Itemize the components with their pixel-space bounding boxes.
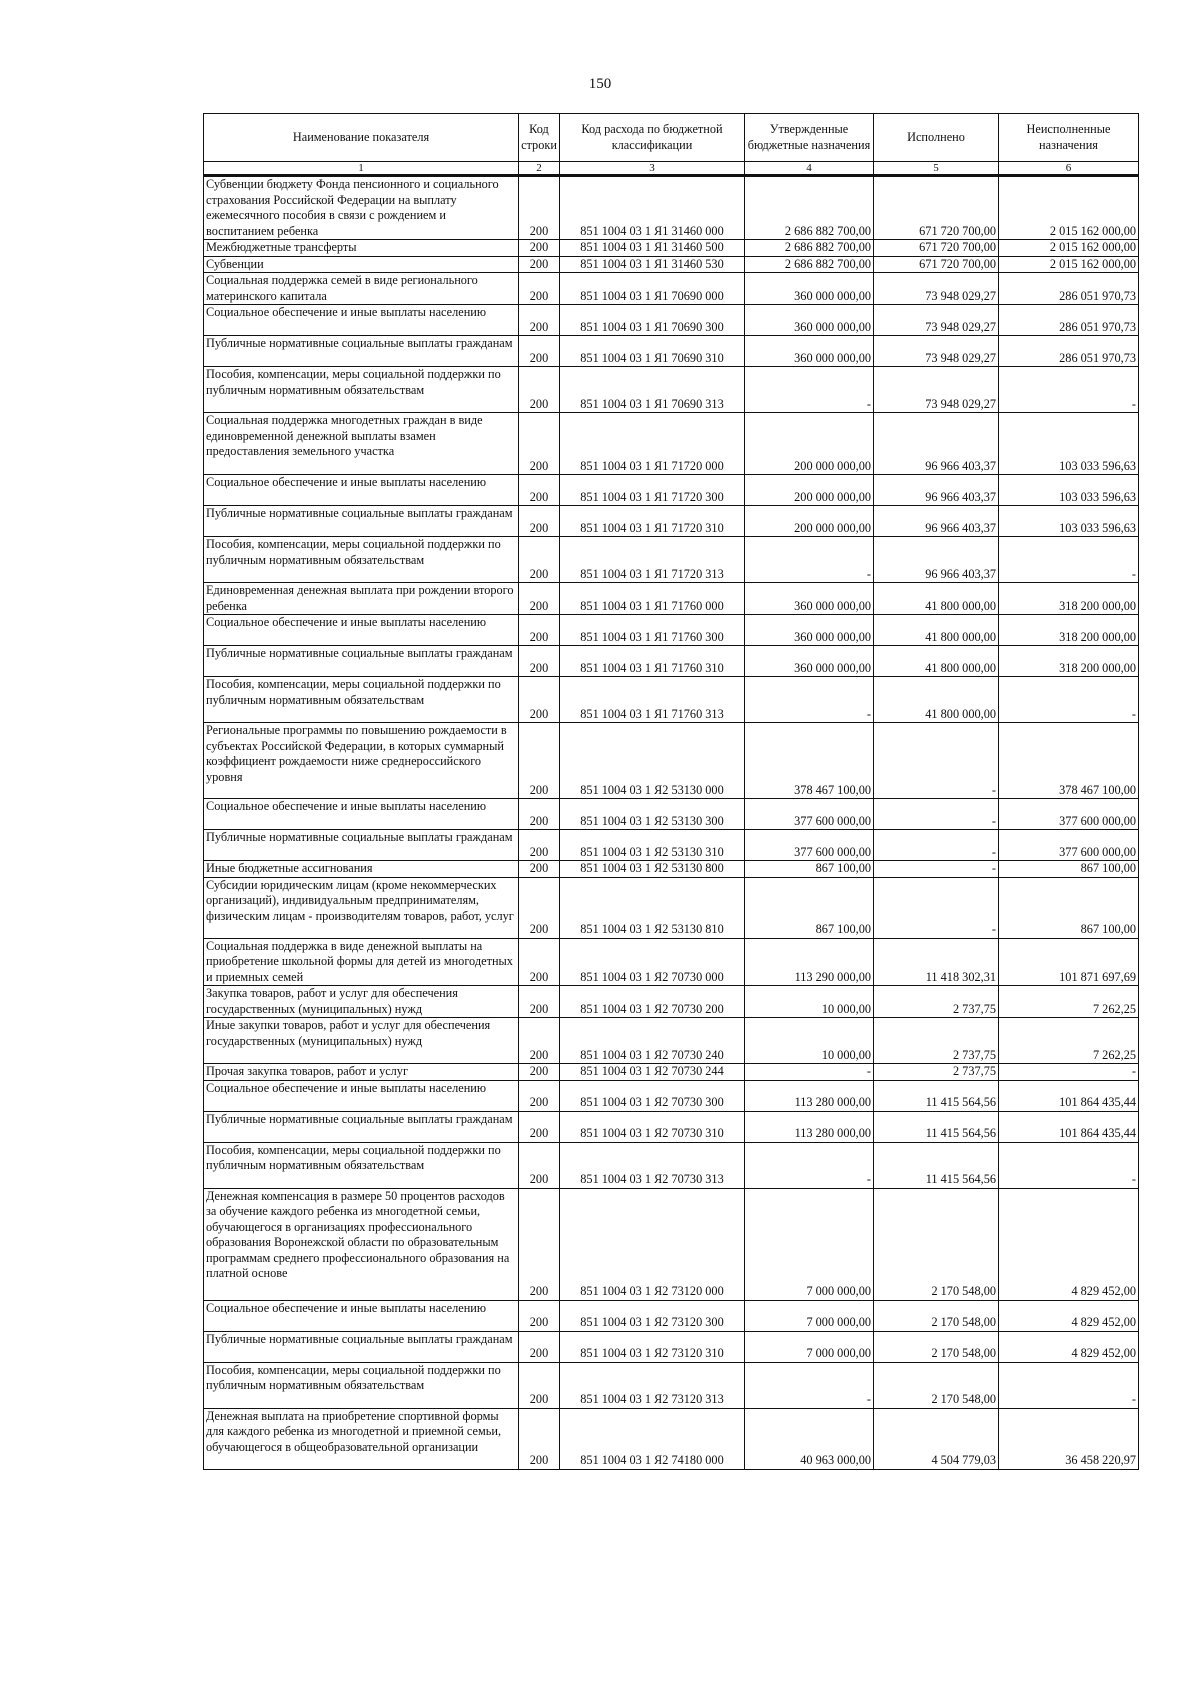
table-row xyxy=(204,877,1139,938)
approved-amount: 200 000 000,00 xyxy=(745,475,874,506)
executed-amount: 41 800 000,00 xyxy=(874,677,999,723)
line-code: 200 xyxy=(519,1300,560,1331)
table-row xyxy=(204,1111,1139,1142)
budget-code: 851 1004 03 1 Я2 53130 000 xyxy=(560,723,745,799)
executed-amount: 671 720 700,00 xyxy=(874,240,999,257)
unexecuted-amount: 867 100,00 xyxy=(999,861,1139,878)
table-row xyxy=(204,273,1139,305)
line-code: 200 xyxy=(519,1331,560,1362)
table-row xyxy=(204,938,1139,986)
indicator-name: Социальная поддержка многодетных граждан в виде единовременной денежной выплаты взамен предоставления земельного участка xyxy=(204,413,519,475)
table-row xyxy=(204,830,1139,861)
budget-code: 851 1004 03 1 Я2 70730 244 xyxy=(560,1064,745,1081)
executed-amount: 41 800 000,00 xyxy=(874,615,999,646)
unexecuted-amount: 103 033 596,63 xyxy=(999,506,1139,537)
budget-code: 851 1004 03 1 Я2 53130 310 xyxy=(560,830,745,861)
indicator-name: Социальное обеспечение и иные выплаты населению xyxy=(204,1080,519,1111)
line-code: 200 xyxy=(519,830,560,861)
unexecuted-amount: 377 600 000,00 xyxy=(999,830,1139,861)
budget-execution-table xyxy=(203,113,1139,1470)
header-approved: Утвержденные бюджетные назначения xyxy=(745,114,874,162)
line-code: 200 xyxy=(519,861,560,878)
line-code: 200 xyxy=(519,1018,560,1064)
approved-amount: 7 000 000,00 xyxy=(745,1331,874,1362)
executed-amount: 96 966 403,37 xyxy=(874,506,999,537)
budget-code: 851 1004 03 1 Я2 70730 300 xyxy=(560,1080,745,1111)
table-row xyxy=(204,537,1139,583)
executed-amount: 2 737,75 xyxy=(874,1018,999,1064)
table-row xyxy=(204,1300,1139,1331)
table-row xyxy=(204,723,1139,799)
approved-amount: 360 000 000,00 xyxy=(745,583,874,615)
header-indicator-name: Наименование показателя xyxy=(204,114,519,162)
table-row xyxy=(204,305,1139,336)
approved-amount: - xyxy=(745,367,874,413)
budget-code: 851 1004 03 1 Я2 73120 000 xyxy=(560,1188,745,1300)
approved-amount: 377 600 000,00 xyxy=(745,799,874,830)
column-number: 1 xyxy=(204,162,519,176)
indicator-name: Публичные нормативные социальные выплаты гражданам xyxy=(204,1111,519,1142)
approved-amount: 360 000 000,00 xyxy=(745,646,874,677)
table-row xyxy=(204,1408,1139,1469)
indicator-name: Пособия, компенсации, меры социальной поддержки по публичным нормативным обязательствам xyxy=(204,1362,519,1408)
line-code: 200 xyxy=(519,615,560,646)
line-code: 200 xyxy=(519,938,560,986)
line-code: 200 xyxy=(519,273,560,305)
executed-amount: 4 504 779,03 xyxy=(874,1408,999,1469)
table-row xyxy=(204,1080,1139,1111)
unexecuted-amount: 101 864 435,44 xyxy=(999,1111,1139,1142)
executed-amount: 2 170 548,00 xyxy=(874,1188,999,1300)
unexecuted-amount: 101 871 697,69 xyxy=(999,938,1139,986)
table-row xyxy=(204,475,1139,506)
budget-code: 851 1004 03 1 Я2 74180 000 xyxy=(560,1408,745,1469)
executed-amount: 11 415 564,56 xyxy=(874,1142,999,1188)
approved-amount: - xyxy=(745,537,874,583)
indicator-name: Денежная выплата на приобретение спортивной формы для каждого ребенка из многодетной и приемной семьи, обучающегося в общеобразовательной организации xyxy=(204,1408,519,1469)
unexecuted-amount: 286 051 970,73 xyxy=(999,273,1139,305)
line-code: 200 xyxy=(519,677,560,723)
indicator-name: Денежная компенсация в размере 50 процентов расходов за обучение каждого ребенка из многодетной семьи, обучающегося в организациях профессионального образования Воронежской области по образовательным программам среднего профессионального образования на платной основе xyxy=(204,1188,519,1300)
indicator-name: Публичные нормативные социальные выплаты гражданам xyxy=(204,830,519,861)
table-row xyxy=(204,1331,1139,1362)
approved-amount: 40 963 000,00 xyxy=(745,1408,874,1469)
table-row xyxy=(204,1188,1139,1300)
table-row xyxy=(204,336,1139,367)
table-row xyxy=(204,1142,1139,1188)
indicator-name: Единовременная денежная выплата при рождении второго ребенка xyxy=(204,583,519,615)
table-row xyxy=(204,799,1139,830)
column-number-row xyxy=(204,162,1139,176)
executed-amount: 96 966 403,37 xyxy=(874,537,999,583)
approved-amount: 200 000 000,00 xyxy=(745,413,874,475)
executed-amount: - xyxy=(874,799,999,830)
budget-code: 851 1004 03 1 Я1 71720 313 xyxy=(560,537,745,583)
approved-amount: 10 000,00 xyxy=(745,1018,874,1064)
budget-code: 851 1004 03 1 Я1 71760 313 xyxy=(560,677,745,723)
approved-amount: 867 100,00 xyxy=(745,877,874,938)
line-code: 200 xyxy=(519,256,560,273)
unexecuted-amount: 318 200 000,00 xyxy=(999,615,1139,646)
table-row xyxy=(204,256,1139,273)
executed-amount: - xyxy=(874,877,999,938)
table-row xyxy=(204,367,1139,413)
indicator-name: Прочая закупка товаров, работ и услуг xyxy=(204,1064,519,1081)
budget-code: 851 1004 03 1 Я2 53130 300 xyxy=(560,799,745,830)
indicator-name: Социальное обеспечение и иные выплаты населению xyxy=(204,475,519,506)
indicator-name: Пособия, компенсации, меры социальной поддержки по публичным нормативным обязательствам xyxy=(204,367,519,413)
indicator-name: Социальное обеспечение и иные выплаты населению xyxy=(204,615,519,646)
approved-amount: 113 280 000,00 xyxy=(745,1111,874,1142)
budget-code: 851 1004 03 1 Я1 31460 500 xyxy=(560,240,745,257)
unexecuted-amount: 2 015 162 000,00 xyxy=(999,176,1139,240)
indicator-name: Социальная поддержка семей в виде регионального материнского капитала xyxy=(204,273,519,305)
indicator-name: Субвенции бюджету Фонда пенсионного и социального страхования Российской Федерации на выплату ежемесячного пособия в связи с рождением и воспитанием ребенка xyxy=(204,176,519,240)
line-code: 200 xyxy=(519,799,560,830)
indicator-name: Иные бюджетные ассигнования xyxy=(204,861,519,878)
budget-code: 851 1004 03 1 Я2 70730 000 xyxy=(560,938,745,986)
indicator-name: Субсидии юридическим лицам (кроме некоммерческих организаций), индивидуальным предпринимателям, физическим лицам - производителям товаров, работ, услуг xyxy=(204,877,519,938)
line-code: 200 xyxy=(519,537,560,583)
unexecuted-amount: - xyxy=(999,677,1139,723)
table-row xyxy=(204,583,1139,615)
approved-amount: 113 290 000,00 xyxy=(745,938,874,986)
line-code: 200 xyxy=(519,1142,560,1188)
column-number: 5 xyxy=(874,162,999,176)
unexecuted-amount: 4 829 452,00 xyxy=(999,1300,1139,1331)
column-number: 3 xyxy=(560,162,745,176)
indicator-name: Социальная поддержка в виде денежной выплаты на приобретение школьной формы для детей из многодетных и приемных семей xyxy=(204,938,519,986)
approved-amount: 377 600 000,00 xyxy=(745,830,874,861)
table-row xyxy=(204,1362,1139,1408)
unexecuted-amount: 103 033 596,63 xyxy=(999,475,1139,506)
budget-code: 851 1004 03 1 Я1 71760 310 xyxy=(560,646,745,677)
indicator-name: Социальное обеспечение и иные выплаты населению xyxy=(204,799,519,830)
line-code: 200 xyxy=(519,413,560,475)
approved-amount: 360 000 000,00 xyxy=(745,336,874,367)
line-code: 200 xyxy=(519,240,560,257)
executed-amount: 11 418 302,31 xyxy=(874,938,999,986)
indicator-name: Межбюджетные трансферты xyxy=(204,240,519,257)
indicator-name: Закупка товаров, работ и услуг для обеспечения государственных (муниципальных) нужд xyxy=(204,986,519,1018)
unexecuted-amount: - xyxy=(999,1362,1139,1408)
indicator-name: Иные закупки товаров, работ и услуг для обеспечения государственных (муниципальных) нужд xyxy=(204,1018,519,1064)
executed-amount: 671 720 700,00 xyxy=(874,176,999,240)
indicator-name: Пособия, компенсации, меры социальной поддержки по публичным нормативным обязательствам xyxy=(204,677,519,723)
column-number: 2 xyxy=(519,162,560,176)
unexecuted-amount: 318 200 000,00 xyxy=(999,583,1139,615)
executed-amount: 41 800 000,00 xyxy=(874,583,999,615)
line-code: 200 xyxy=(519,877,560,938)
approved-amount: 2 686 882 700,00 xyxy=(745,256,874,273)
table-row xyxy=(204,506,1139,537)
table-row xyxy=(204,413,1139,475)
executed-amount: 2 170 548,00 xyxy=(874,1362,999,1408)
line-code: 200 xyxy=(519,1188,560,1300)
table-row xyxy=(204,1018,1139,1064)
budget-code: 851 1004 03 1 Я1 31460 530 xyxy=(560,256,745,273)
executed-amount: 96 966 403,37 xyxy=(874,475,999,506)
budget-code: 851 1004 03 1 Я2 70730 200 xyxy=(560,986,745,1018)
approved-amount: 2 686 882 700,00 xyxy=(745,240,874,257)
approved-amount: 2 686 882 700,00 xyxy=(745,176,874,240)
budget-code: 851 1004 03 1 Я1 31460 000 xyxy=(560,176,745,240)
indicator-name: Социальное обеспечение и иные выплаты населению xyxy=(204,1300,519,1331)
executed-amount: 11 415 564,56 xyxy=(874,1111,999,1142)
line-code: 200 xyxy=(519,1080,560,1111)
header-budget-code: Код расхода по бюджетной классификации xyxy=(560,114,745,162)
indicator-name: Публичные нормативные социальные выплаты гражданам xyxy=(204,336,519,367)
executed-amount: 73 948 029,27 xyxy=(874,273,999,305)
budget-code: 851 1004 03 1 Я2 53130 810 xyxy=(560,877,745,938)
header-unexecuted: Неисполненные назначения xyxy=(999,114,1139,162)
executed-amount: 96 966 403,37 xyxy=(874,413,999,475)
line-code: 200 xyxy=(519,1362,560,1408)
executed-amount: 2 170 548,00 xyxy=(874,1331,999,1362)
unexecuted-amount: 377 600 000,00 xyxy=(999,799,1139,830)
line-code: 200 xyxy=(519,1064,560,1081)
executed-amount: - xyxy=(874,861,999,878)
unexecuted-amount: - xyxy=(999,1064,1139,1081)
budget-code: 851 1004 03 1 Я1 71720 310 xyxy=(560,506,745,537)
executed-amount: 41 800 000,00 xyxy=(874,646,999,677)
approved-amount: 7 000 000,00 xyxy=(745,1188,874,1300)
indicator-name: Публичные нормативные социальные выплаты гражданам xyxy=(204,1331,519,1362)
table-row xyxy=(204,615,1139,646)
table-row xyxy=(204,176,1139,240)
unexecuted-amount: 7 262,25 xyxy=(999,986,1139,1018)
approved-amount: 113 280 000,00 xyxy=(745,1080,874,1111)
approved-amount: 378 467 100,00 xyxy=(745,723,874,799)
approved-amount: - xyxy=(745,1064,874,1081)
unexecuted-amount: 36 458 220,97 xyxy=(999,1408,1139,1469)
unexecuted-amount: - xyxy=(999,367,1139,413)
unexecuted-amount: - xyxy=(999,537,1139,583)
table-body xyxy=(204,176,1139,1470)
budget-code: 851 1004 03 1 Я1 70690 300 xyxy=(560,305,745,336)
budget-code: 851 1004 03 1 Я2 70730 240 xyxy=(560,1018,745,1064)
line-code: 200 xyxy=(519,986,560,1018)
line-code: 200 xyxy=(519,305,560,336)
unexecuted-amount: 378 467 100,00 xyxy=(999,723,1139,799)
column-number: 4 xyxy=(745,162,874,176)
budget-code: 851 1004 03 1 Я2 73120 310 xyxy=(560,1331,745,1362)
unexecuted-amount: - xyxy=(999,1142,1139,1188)
unexecuted-amount: 286 051 970,73 xyxy=(999,305,1139,336)
unexecuted-amount: 2 015 162 000,00 xyxy=(999,256,1139,273)
indicator-name: Региональные программы по повышению рождаемости в субъектах Российской Федерации, в которых суммарный коэффициент рождаемости ниже среднероссийского уровня xyxy=(204,723,519,799)
header-executed: Исполнено xyxy=(874,114,999,162)
indicator-name: Социальное обеспечение и иные выплаты населению xyxy=(204,305,519,336)
unexecuted-amount: 867 100,00 xyxy=(999,877,1139,938)
line-code: 200 xyxy=(519,1408,560,1469)
line-code: 200 xyxy=(519,176,560,240)
executed-amount: 2 737,75 xyxy=(874,1064,999,1081)
budget-code: 851 1004 03 1 Я1 70690 000 xyxy=(560,273,745,305)
header-line-code: Код строки xyxy=(519,114,560,162)
line-code: 200 xyxy=(519,583,560,615)
unexecuted-amount: 101 864 435,44 xyxy=(999,1080,1139,1111)
budget-code: 851 1004 03 1 Я1 71720 300 xyxy=(560,475,745,506)
budget-code: 851 1004 03 1 Я2 70730 310 xyxy=(560,1111,745,1142)
line-code: 200 xyxy=(519,723,560,799)
executed-amount: - xyxy=(874,723,999,799)
executed-amount: 73 948 029,27 xyxy=(874,336,999,367)
line-code: 200 xyxy=(519,506,560,537)
approved-amount: - xyxy=(745,1362,874,1408)
budget-code: 851 1004 03 1 Я2 73120 300 xyxy=(560,1300,745,1331)
indicator-name: Публичные нормативные социальные выплаты гражданам xyxy=(204,506,519,537)
line-code: 200 xyxy=(519,475,560,506)
table-row xyxy=(204,861,1139,878)
unexecuted-amount: 4 829 452,00 xyxy=(999,1331,1139,1362)
budget-code: 851 1004 03 1 Я1 71760 000 xyxy=(560,583,745,615)
line-code: 200 xyxy=(519,1111,560,1142)
header-row xyxy=(204,114,1139,162)
table-row xyxy=(204,986,1139,1018)
executed-amount: 73 948 029,27 xyxy=(874,305,999,336)
executed-amount: 73 948 029,27 xyxy=(874,367,999,413)
unexecuted-amount: 7 262,25 xyxy=(999,1018,1139,1064)
approved-amount: 360 000 000,00 xyxy=(745,615,874,646)
line-code: 200 xyxy=(519,336,560,367)
budget-code: 851 1004 03 1 Я1 70690 310 xyxy=(560,336,745,367)
budget-code: 851 1004 03 1 Я1 70690 313 xyxy=(560,367,745,413)
approved-amount: - xyxy=(745,1142,874,1188)
unexecuted-amount: 2 015 162 000,00 xyxy=(999,240,1139,257)
budget-code: 851 1004 03 1 Я2 70730 313 xyxy=(560,1142,745,1188)
budget-code: 851 1004 03 1 Я2 73120 313 xyxy=(560,1362,745,1408)
executed-amount: 11 415 564,56 xyxy=(874,1080,999,1111)
indicator-name: Публичные нормативные социальные выплаты гражданам xyxy=(204,646,519,677)
indicator-name: Пособия, компенсации, меры социальной поддержки по публичным нормативным обязательствам xyxy=(204,537,519,583)
table-row xyxy=(204,1064,1139,1081)
budget-code: 851 1004 03 1 Я1 71760 300 xyxy=(560,615,745,646)
indicator-name: Субвенции xyxy=(204,256,519,273)
column-number: 6 xyxy=(999,162,1139,176)
line-code: 200 xyxy=(519,646,560,677)
approved-amount: - xyxy=(745,677,874,723)
executed-amount: 671 720 700,00 xyxy=(874,256,999,273)
approved-amount: 360 000 000,00 xyxy=(745,273,874,305)
approved-amount: 200 000 000,00 xyxy=(745,506,874,537)
unexecuted-amount: 4 829 452,00 xyxy=(999,1188,1139,1300)
table-row xyxy=(204,240,1139,257)
indicator-name: Пособия, компенсации, меры социальной поддержки по публичным нормативным обязательствам xyxy=(204,1142,519,1188)
unexecuted-amount: 318 200 000,00 xyxy=(999,646,1139,677)
executed-amount: 2 737,75 xyxy=(874,986,999,1018)
table-row xyxy=(204,646,1139,677)
line-code: 200 xyxy=(519,367,560,413)
approved-amount: 7 000 000,00 xyxy=(745,1300,874,1331)
executed-amount: 2 170 548,00 xyxy=(874,1300,999,1331)
approved-amount: 10 000,00 xyxy=(745,986,874,1018)
unexecuted-amount: 103 033 596,63 xyxy=(999,413,1139,475)
unexecuted-amount: 286 051 970,73 xyxy=(999,336,1139,367)
page-number: 150 xyxy=(588,76,612,92)
approved-amount: 867 100,00 xyxy=(745,861,874,878)
table-row xyxy=(204,677,1139,723)
budget-code: 851 1004 03 1 Я1 71720 000 xyxy=(560,413,745,475)
budget-code: 851 1004 03 1 Я2 53130 800 xyxy=(560,861,745,878)
executed-amount: - xyxy=(874,830,999,861)
approved-amount: 360 000 000,00 xyxy=(745,305,874,336)
